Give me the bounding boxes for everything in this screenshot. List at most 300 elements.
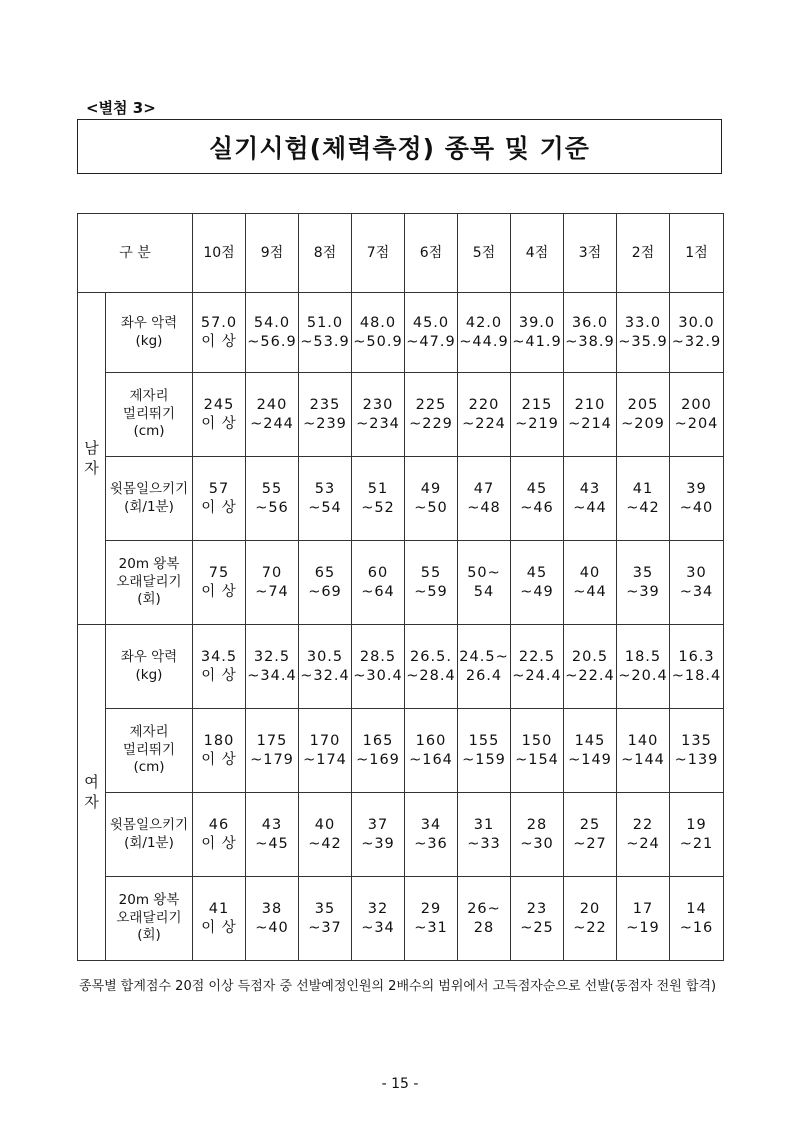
range-end: ~16 [679, 919, 714, 936]
range-end: ~164 [409, 751, 453, 768]
score-cell [246, 541, 299, 625]
range-start: 35 [314, 900, 336, 917]
range-end: 54 [473, 583, 495, 600]
range-end: ~30 [520, 835, 554, 852]
range-end: ~48 [467, 499, 501, 516]
range-start: 42.0 [465, 314, 503, 331]
score-cell [511, 293, 564, 373]
range-start: 53 [314, 480, 336, 497]
score-cell [246, 793, 299, 877]
range-end: ~149 [568, 751, 612, 768]
range-start: 70 [261, 564, 283, 581]
score-cell [511, 373, 564, 457]
header-score: 8점 [299, 214, 352, 293]
score-cell [405, 373, 458, 457]
range-start: 140 [627, 732, 659, 749]
item-label: 20m 왕복 [118, 892, 180, 909]
range-start: 39.0 [518, 314, 556, 331]
range-start: 17 [632, 900, 654, 917]
score-cell [458, 709, 511, 793]
range-end: ~39 [361, 835, 395, 852]
item-label: (회/1분) [124, 834, 174, 851]
score-cell [352, 625, 405, 709]
score-cell [617, 541, 670, 625]
range-end: ~53.9 [300, 333, 350, 350]
score-cell [405, 709, 458, 793]
range-start: 45.0 [412, 314, 450, 331]
range-end: ~22.4 [565, 667, 615, 684]
range-end: ~38.9 [565, 333, 615, 350]
range-end: ~20.4 [618, 667, 668, 684]
range-end: ~239 [303, 415, 347, 432]
range-end: ~56 [255, 499, 289, 516]
score-cell [564, 541, 617, 625]
range-end: ~159 [462, 751, 506, 768]
table-row [78, 793, 724, 877]
range-start: 32.5 [253, 648, 291, 665]
score-cell [352, 457, 405, 541]
score-cell [352, 793, 405, 877]
header-score: 1점 [670, 214, 724, 293]
score-cell [193, 793, 246, 877]
range-end: ~209 [621, 415, 665, 432]
score-cell [246, 293, 299, 373]
item-label: 오래달리기 [116, 909, 182, 926]
range-start: 23 [526, 900, 548, 917]
range-start: 30.0 [678, 314, 715, 331]
item-label: 제자리 [129, 724, 169, 741]
item-cell [106, 709, 193, 793]
range-end: ~74 [255, 583, 289, 600]
item-label: 윗몸일으키기 [109, 816, 189, 833]
range-end: ~39 [626, 583, 660, 600]
range-start: 31 [473, 816, 495, 833]
score-cell [564, 709, 617, 793]
item-cell [106, 293, 193, 373]
range-start: 55 [261, 480, 283, 497]
range-end: ~64 [361, 583, 395, 600]
score-cell [193, 373, 246, 457]
range-start: 35 [632, 564, 654, 581]
range-end: ~24 [626, 835, 660, 852]
score-cell [405, 793, 458, 877]
header-score: 6점 [405, 214, 458, 293]
score-cell [352, 293, 405, 373]
range-end: ~24.4 [512, 667, 562, 684]
range-start: 54.0 [253, 314, 291, 331]
range-start: 47 [473, 480, 495, 497]
score-cell [193, 293, 246, 373]
range-start: 57.0 [200, 314, 238, 331]
score-cell [670, 293, 724, 373]
item-label: (kg) [135, 332, 163, 349]
score-cell [299, 457, 352, 541]
range-end: ~22 [573, 919, 607, 936]
item-cell [106, 877, 193, 961]
score-cell [458, 293, 511, 373]
range-start: 22.5 [518, 648, 556, 665]
range-start: 65 [314, 564, 336, 581]
range-start: 29 [420, 900, 442, 917]
range-start: 175 [256, 732, 288, 749]
score-cell [246, 625, 299, 709]
range-start: 19 [686, 816, 707, 833]
item-label: (회) [137, 927, 161, 944]
range-end: ~30.4 [353, 667, 403, 684]
range-start: 240 [256, 396, 288, 413]
range-end: ~179 [250, 751, 294, 768]
score-cell [458, 625, 511, 709]
score-cell [299, 293, 352, 373]
table-row [78, 709, 724, 793]
range-end: ~49 [520, 583, 554, 600]
range-start: 34.5 [200, 648, 238, 665]
range-start: 220 [468, 396, 500, 413]
range-end: 이 상 [201, 835, 237, 852]
range-start: 28.5 [359, 648, 397, 665]
score-cell [617, 457, 670, 541]
range-end: ~154 [515, 751, 559, 768]
score-cell [193, 541, 246, 625]
score-cell [299, 793, 352, 877]
sex-label: 남 [84, 439, 99, 457]
range-end: ~37 [308, 919, 342, 936]
range-start: 14 [686, 900, 707, 917]
score-cell [193, 625, 246, 709]
range-end: ~204 [674, 415, 719, 432]
range-start: 24.5~ [459, 648, 509, 665]
range-end: ~19 [626, 919, 660, 936]
range-start: 145 [574, 732, 606, 749]
range-start: 170 [309, 732, 341, 749]
range-end: ~169 [356, 751, 400, 768]
score-cell [617, 877, 670, 961]
range-start: 180 [203, 732, 235, 749]
page-title: 실기시험(체력측정) 종목 및 기준 [209, 133, 590, 163]
range-start: 30 [686, 564, 707, 581]
item-label: 좌우 악력 [120, 648, 178, 665]
range-end: ~35.9 [618, 333, 668, 350]
range-end: ~234 [356, 415, 400, 432]
item-label: 20m 왕복 [118, 556, 180, 573]
table-row [78, 457, 724, 541]
item-cell [106, 457, 193, 541]
sex-label: 자 [84, 792, 99, 811]
score-cell [511, 709, 564, 793]
range-start: 16.3 [678, 648, 715, 665]
score-cell [670, 709, 724, 793]
score-cell [246, 457, 299, 541]
range-end: ~174 [303, 751, 347, 768]
range-start: 215 [521, 396, 553, 413]
item-label: (회) [137, 591, 161, 608]
range-start: 37 [367, 816, 389, 833]
item-label: 멀리뛰기 [122, 405, 176, 422]
range-end: 이 상 [201, 499, 237, 516]
score-cell [511, 877, 564, 961]
range-end: ~27 [573, 835, 607, 852]
range-end: ~44.9 [459, 333, 509, 350]
range-start: 160 [415, 732, 447, 749]
item-label: 오래달리기 [116, 573, 182, 590]
score-cell [511, 457, 564, 541]
range-end: ~34 [361, 919, 395, 936]
score-cell [670, 457, 724, 541]
range-end: 이 상 [201, 333, 237, 350]
range-end: ~21 [679, 835, 714, 852]
range-start: 45 [526, 480, 548, 497]
range-end: ~34.4 [247, 667, 297, 684]
score-cell [193, 709, 246, 793]
score-cell [670, 373, 724, 457]
item-label: 윗몸일으키기 [109, 480, 189, 497]
score-cell [246, 373, 299, 457]
range-end: 26.4 [465, 667, 503, 684]
range-start: 43 [261, 816, 283, 833]
range-start: 49 [420, 480, 442, 497]
item-label: (kg) [135, 666, 163, 683]
sex-label: 자 [84, 458, 99, 477]
score-cell [670, 877, 724, 961]
header-score: 2점 [617, 214, 670, 293]
score-cell [299, 373, 352, 457]
item-cell [106, 793, 193, 877]
score-cell [246, 709, 299, 793]
sex-cell [78, 293, 106, 625]
score-cell [511, 625, 564, 709]
range-end: ~244 [250, 415, 294, 432]
item-label: 멀리뛰기 [122, 741, 176, 758]
range-end: ~25 [520, 919, 554, 936]
range-end: ~36 [414, 835, 448, 852]
range-start: 22 [632, 816, 654, 833]
score-cell [670, 625, 724, 709]
range-start: 150 [521, 732, 553, 749]
range-end: ~224 [462, 415, 506, 432]
score-cell [617, 793, 670, 877]
range-end: ~214 [568, 415, 612, 432]
header-score: 9점 [246, 214, 299, 293]
range-start: 51 [367, 480, 389, 497]
score-cell [564, 625, 617, 709]
score-cell [405, 877, 458, 961]
score-cell [617, 373, 670, 457]
score-cell [564, 877, 617, 961]
score-cell [352, 877, 405, 961]
page-number: - 15 - [381, 1076, 419, 1092]
range-start: 25 [579, 816, 601, 833]
item-label: 제자리 [129, 388, 169, 405]
item-cell [106, 541, 193, 625]
range-start: 51.0 [306, 314, 344, 331]
range-end: ~144 [621, 751, 665, 768]
range-start: 245 [203, 396, 235, 413]
range-end: 이 상 [201, 667, 237, 684]
range-end: ~28.4 [406, 667, 456, 684]
score-cell [511, 793, 564, 877]
score-cell [405, 625, 458, 709]
item-cell [106, 373, 193, 457]
table-body [78, 293, 724, 961]
score-cell [511, 541, 564, 625]
table-row [78, 625, 724, 709]
range-start: 225 [415, 396, 447, 413]
header-score: 3점 [564, 214, 617, 293]
range-start: 20.5 [571, 648, 609, 665]
score-cell [405, 293, 458, 373]
range-end: ~33 [467, 835, 501, 852]
score-cell [617, 625, 670, 709]
header-category: 구 분 [78, 214, 193, 293]
range-end: ~56.9 [247, 333, 297, 350]
range-start: 50~ [467, 564, 501, 581]
range-end: ~59 [414, 583, 448, 600]
title-box [77, 119, 722, 174]
score-cell [617, 709, 670, 793]
score-cell [405, 457, 458, 541]
header-score: 10점 [193, 214, 246, 293]
score-cell [617, 293, 670, 373]
range-end: ~50.9 [353, 333, 403, 350]
score-cell [458, 373, 511, 457]
score-cell [299, 877, 352, 961]
score-cell [405, 541, 458, 625]
sex-cell [78, 625, 106, 961]
table-row [78, 541, 724, 625]
range-start: 30.5 [306, 648, 344, 665]
range-end: ~32.4 [300, 667, 350, 684]
item-cell [106, 625, 193, 709]
range-start: 26.5. [410, 648, 452, 665]
score-cell [564, 293, 617, 373]
range-start: 28 [526, 816, 548, 833]
range-end: ~229 [409, 415, 453, 432]
score-cell [299, 541, 352, 625]
range-start: 36.0 [571, 314, 609, 331]
range-end: ~47.9 [406, 333, 456, 350]
range-start: 57 [208, 480, 230, 497]
item-label: (cm) [133, 423, 165, 440]
range-start: 43 [579, 480, 601, 497]
range-end: ~44 [573, 499, 607, 516]
range-start: 135 [681, 732, 712, 749]
score-cell [352, 373, 405, 457]
header-score: 5점 [458, 214, 511, 293]
sex-label: 여 [84, 773, 99, 791]
item-label: (회/1분) [124, 498, 174, 515]
score-cell [564, 457, 617, 541]
range-start: 32 [367, 900, 389, 917]
score-cell [193, 457, 246, 541]
range-end: 이 상 [201, 919, 237, 936]
range-start: 165 [362, 732, 394, 749]
range-end: ~40 [255, 919, 289, 936]
range-start: 40 [579, 564, 601, 581]
header-score: 7점 [352, 214, 405, 293]
table-row [78, 373, 724, 457]
score-cell [352, 541, 405, 625]
range-end: ~139 [674, 751, 719, 768]
range-end: ~54 [308, 499, 342, 516]
score-cell [670, 541, 724, 625]
footnote: 종목별 합계점수 20점 이상 득점자 중 선발예정인원의 2배수의 범위에서 고득점자순으로 선발(동점자 전원 합격) [79, 979, 717, 994]
range-end: ~34 [679, 583, 714, 600]
score-cell [458, 793, 511, 877]
range-start: 48.0 [359, 314, 397, 331]
attachment-label: <별첨 3> [86, 99, 156, 117]
score-cell [564, 373, 617, 457]
range-end: ~18.4 [671, 667, 722, 684]
range-end: ~50 [414, 499, 448, 516]
range-end: ~32.9 [671, 333, 722, 350]
range-end: ~41.9 [512, 333, 562, 350]
score-cell [352, 709, 405, 793]
range-start: 41 [632, 480, 654, 497]
range-end: ~52 [361, 499, 395, 516]
range-end: 이 상 [201, 751, 237, 768]
score-cell [458, 877, 511, 961]
score-cell [193, 877, 246, 961]
range-end: ~46 [520, 499, 554, 516]
score-cell [299, 709, 352, 793]
header-row [78, 214, 724, 293]
range-start: 46 [208, 816, 230, 833]
table-row [78, 877, 724, 961]
range-start: 18.5 [624, 648, 662, 665]
range-end: ~42 [308, 835, 342, 852]
header-score: 4점 [511, 214, 564, 293]
range-start: 205 [627, 396, 659, 413]
range-start: 75 [208, 564, 230, 581]
range-end: ~42 [626, 499, 660, 516]
range-end: ~31 [414, 919, 448, 936]
range-start: 230 [362, 396, 394, 413]
range-end: ~219 [515, 415, 559, 432]
score-cell [458, 457, 511, 541]
range-start: 33.0 [624, 314, 662, 331]
range-start: 20 [579, 900, 601, 917]
range-start: 40 [314, 816, 336, 833]
range-end: 이 상 [201, 415, 237, 432]
range-start: 38 [261, 900, 283, 917]
range-end: 28 [473, 919, 495, 936]
range-start: 45 [526, 564, 548, 581]
range-start: 55 [420, 564, 442, 581]
range-start: 41 [208, 900, 230, 917]
score-cell [564, 793, 617, 877]
table-row [78, 293, 724, 373]
range-end: ~44 [573, 583, 607, 600]
range-start: 155 [468, 732, 500, 749]
score-cell [670, 793, 724, 877]
score-cell [458, 541, 511, 625]
standards-table [77, 213, 724, 961]
range-end: 이 상 [201, 583, 237, 600]
range-start: 235 [309, 396, 341, 413]
range-start: 34 [420, 816, 442, 833]
range-end: ~40 [679, 499, 714, 516]
score-cell [299, 625, 352, 709]
range-start: 26~ [467, 900, 501, 917]
range-start: 200 [681, 396, 712, 413]
range-end: ~69 [308, 583, 342, 600]
score-cell [246, 877, 299, 961]
item-label: (cm) [133, 759, 165, 776]
range-start: 39 [686, 480, 707, 497]
range-start: 210 [574, 396, 606, 413]
range-end: ~45 [255, 835, 289, 852]
item-label: 좌우 악력 [120, 314, 178, 331]
